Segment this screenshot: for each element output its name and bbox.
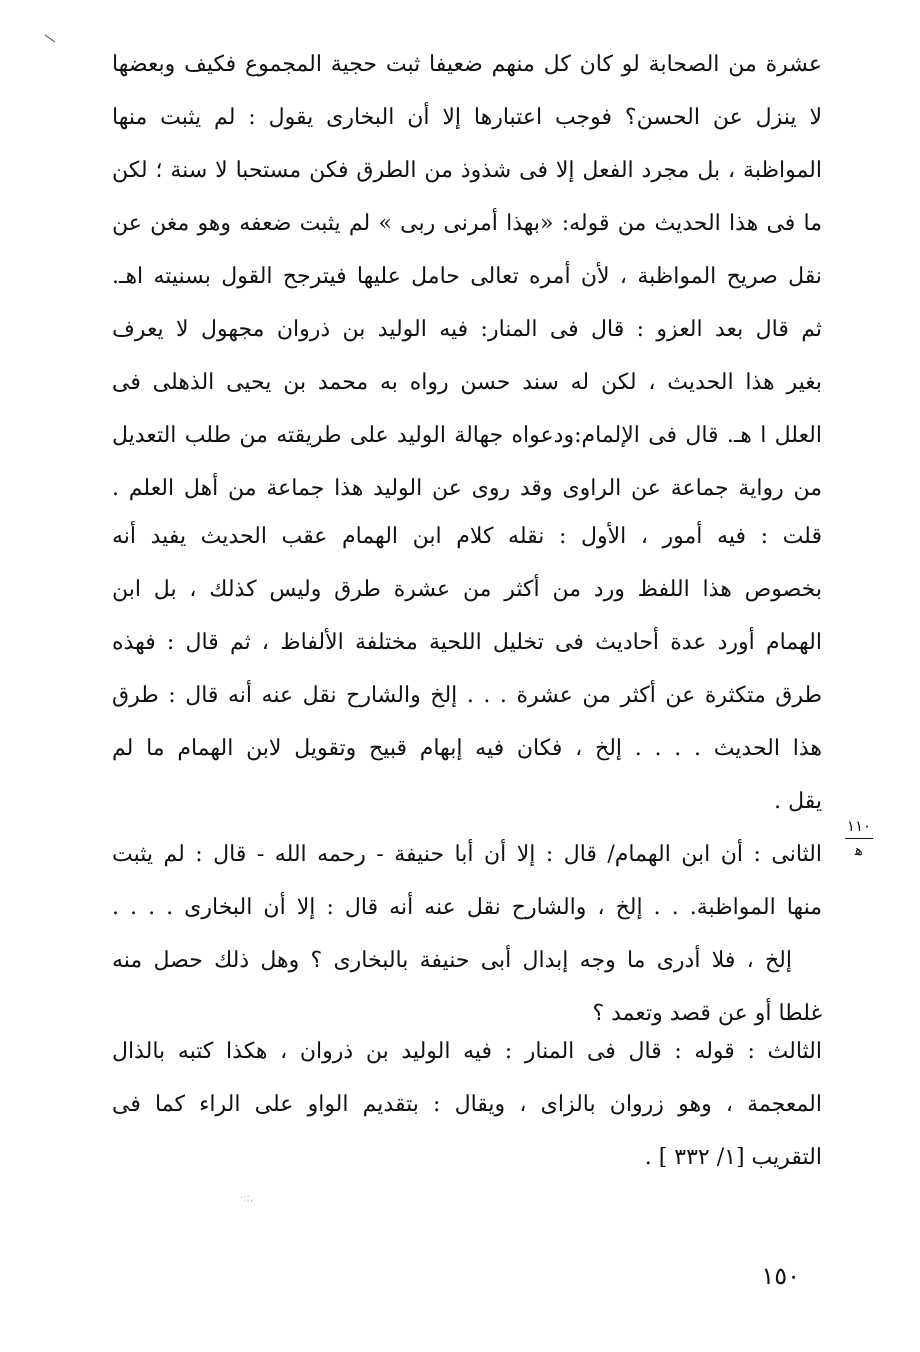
page-number: ١٥٠	[761, 1262, 800, 1290]
text-line: يقل .	[774, 789, 822, 814]
text-line: طرق متكثرة عن أكثر من عشرة . . . إلخ والشارح نقل عنه أنه قال : طرق	[112, 683, 822, 708]
margin-reference-number: ١١٠	[846, 817, 872, 835]
text-line: ثم قال بعد العزو : قال فى المنار: فيه الوليد بن ذروان مجهول لا يعرف	[112, 317, 822, 342]
text-line: منها المواظبة. . . إلخ ، والشارح نقل عنه أنه قال : إلا أن البخارى . . . .	[112, 895, 822, 920]
text-line: المعجمة ، وهو زروان بالزاى ، ويقال : بتقديم الواو على الراء كما فى	[112, 1092, 822, 1117]
text-line: بخصوص هذا اللفظ ورد من أكثر من عشرة طرق وليس كذلك ، بل ابن	[112, 577, 822, 602]
text-line: الثالث : قوله : قال فى المنار : فيه الوليد بن ذروان ، هكذا كتبه بالذال	[112, 1039, 822, 1064]
scan-mark	[45, 35, 55, 43]
paragraph-2	[112, 510, 822, 1040]
text-line: المواظبة ، بل مجرد الفعل إلا فى شذوذ من الطرق فكن مستحبا لا سنة ؛ لكن	[112, 158, 822, 183]
text-line: من رواية جماعة عن الراوى وقد روى عن الوليد هذا جماعة من أهل العلم .	[112, 476, 822, 501]
paragraph-3	[112, 1025, 822, 1184]
text-line: ما فى هذا الحديث من قوله: «بهذا أمرنى ربى » لم يثبت ضعفه وهو مغن عن	[112, 211, 822, 236]
text-line: قلت : فيه أمور ، الأول : نقله كلام ابن الهمام عقب الحديث يفيد أنه	[112, 524, 822, 549]
text-line: عشرة من الصحابة لو كان كل منهم ضعيفا ثبت حجية المجموع فكيف وبعضها	[112, 52, 822, 77]
text-line: العلل ا هـ. قال فى الإلمام:ودعواه جهالة الوليد على طريقته من طلب التعديل	[112, 423, 822, 448]
scan-smudge: ·:;,	[240, 1193, 254, 1204]
text-line: نقل صريح المواظبة ، لأن أمره تعالى حامل عليها فيترجح القول بسنيته اهـ.	[112, 264, 822, 289]
text-line: إلخ ، فلا أدرى ما وجه إبدال أبى حنيفة بالبخارى ؟ وهل ذلك حصل منه	[112, 948, 792, 973]
text-line: الثانى : أن ابن الهمام/ قال : إلا أن أبا حنيفة - رحمه الله - قال : لم يثبت	[112, 842, 822, 867]
text-line: هذا الحديث . . . . إلخ ، فكان فيه إبهام قبيح وتقويل لابن الهمام ما لم	[112, 736, 822, 761]
text-line: الهمام أورد عدة أحاديث فى تخليل اللحية مختلفة الألفاظ ، ثم قال : فهذه	[112, 630, 822, 655]
margin-rule	[845, 838, 873, 839]
margin-page-reference	[838, 818, 880, 859]
text-line: التقريب [١/ ٣٣٢ ] .	[644, 1145, 822, 1170]
margin-reference-letter: ﻫ	[855, 841, 863, 859]
text-line: غلطا أو عن قصد وتعمد ؟	[592, 1001, 822, 1026]
text-line: بغير هذا الحديث ، لكن له سند حسن رواه به محمد بن يحيى الذهلى فى	[112, 370, 822, 395]
text-line: لا ينزل عن الحسن؟ فوجب اعتبارها إلا أن البخارى يقول : لم يثبت منها	[112, 105, 822, 130]
paragraph-1	[112, 38, 822, 515]
